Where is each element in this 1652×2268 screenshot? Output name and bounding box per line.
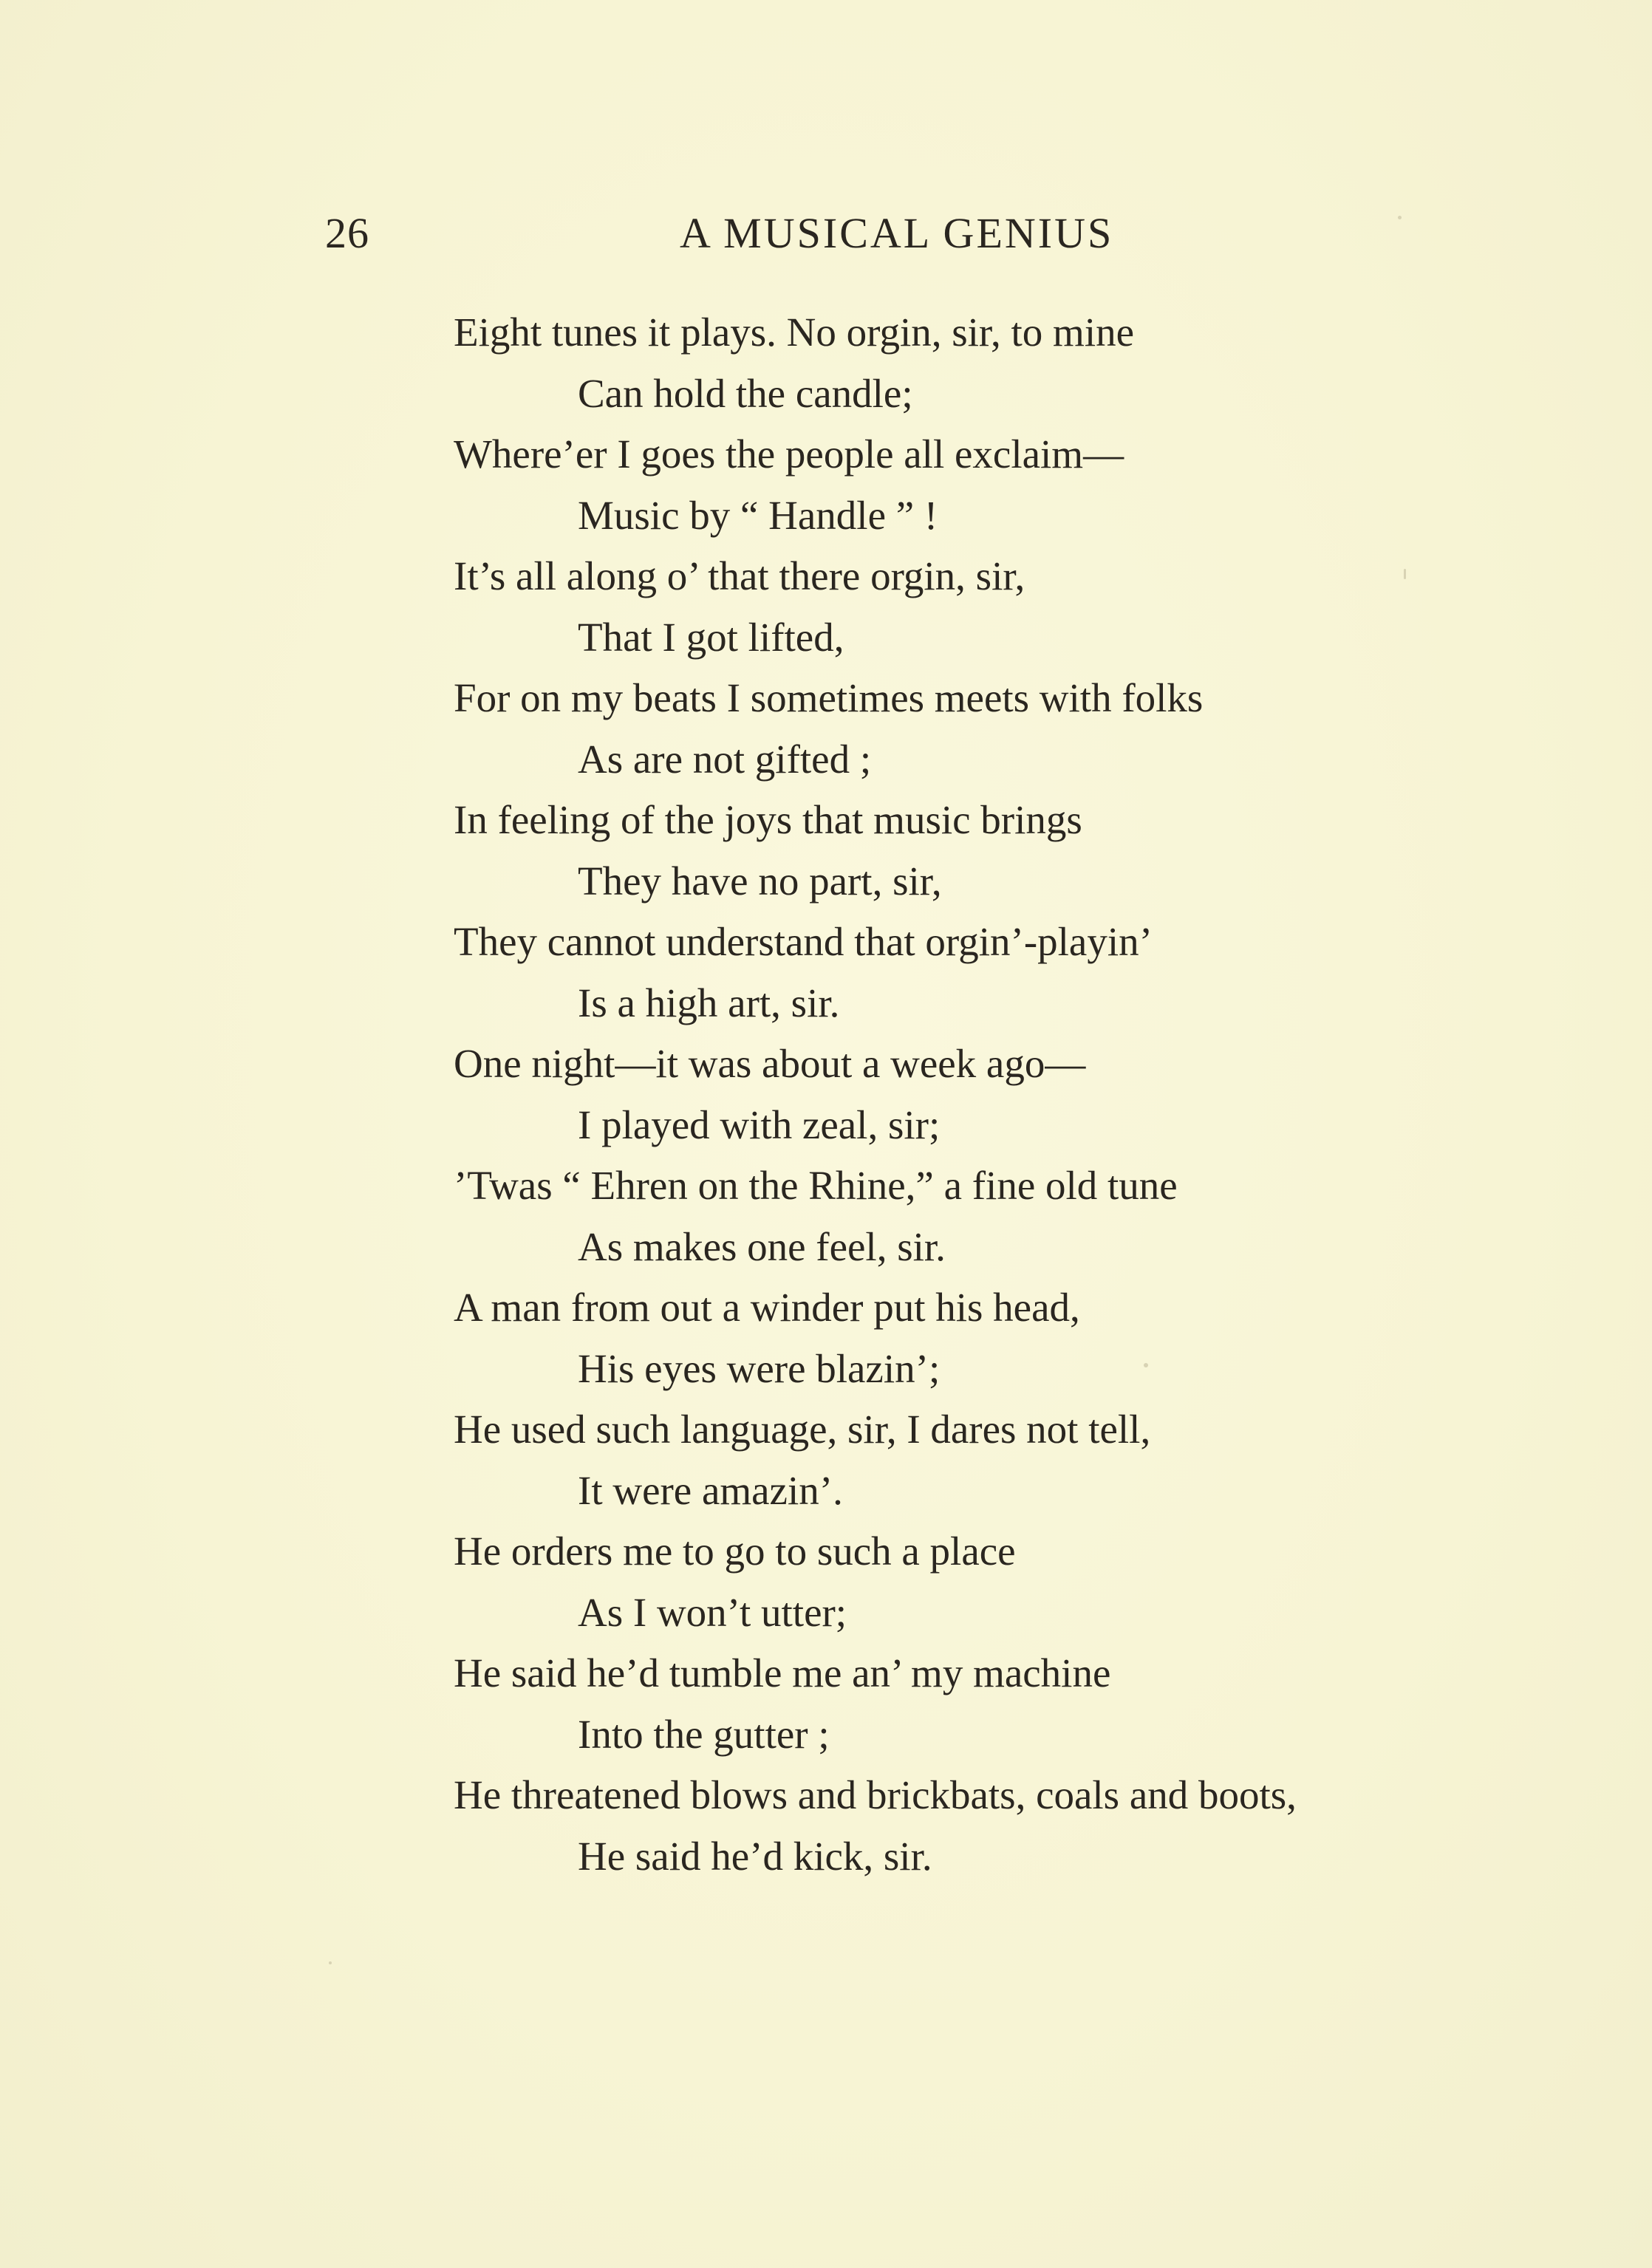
poem-line: As makes one feel, sir. (578, 1223, 946, 1269)
poem-line: Music by “ Handle ” ! (578, 492, 938, 538)
poem-line: One night—it was about a week ago— (454, 1041, 1086, 1086)
paper-speck (1144, 1363, 1148, 1367)
poem-line: For on my beats I sometimes meets with folks (454, 675, 1204, 720)
paper-speck (1404, 569, 1406, 579)
poem-line: Into the gutter ; (578, 1711, 830, 1757)
poem-line: They have no part, sir, (578, 858, 942, 904)
poem-line: As are not gifted ; (578, 736, 872, 782)
poem-line: He said he’d tumble me an’ my machine (454, 1650, 1111, 1695)
poem-line: Where’er I goes the people all exclaim— (454, 431, 1124, 477)
page-number: 26 (325, 209, 369, 257)
running-title: A MUSICAL GENIUS (680, 209, 1114, 257)
poem-line: They cannot understand that orgin’-playin’ (454, 919, 1153, 964)
poem-line: He orders me to go to such a place (454, 1528, 1016, 1574)
poem-line: He threatened blows and brickbats, coals and boots, (454, 1772, 1297, 1817)
poem-line: Eight tunes it plays. No orgin, sir, to mine (454, 310, 1135, 355)
poem-line: His eyes were blazin’; (578, 1345, 941, 1391)
poem-line: It were amazin’. (578, 1467, 843, 1513)
poem-line: Is a high art, sir. (578, 980, 840, 1025)
poem-line: ’Twas “ Ehren on the Rhine,” a fine old tune (454, 1163, 1178, 1208)
poem-line: He said he’d kick, sir. (578, 1833, 932, 1879)
poem-line: Can hold the candle; (578, 370, 913, 416)
poem-body (454, 302, 1636, 1887)
poem-line: That I got lifted, (578, 614, 844, 660)
poem-line: In feeling of the joys that music brings (454, 797, 1082, 842)
poem-line: I played with zeal, sir; (578, 1101, 941, 1147)
poem-line: It’s all along o’ that there orgin, sir, (454, 553, 1025, 598)
paper-speck (329, 1961, 332, 1964)
page-header (0, 204, 1652, 263)
poem-line: A man from out a winder put his head, (454, 1285, 1080, 1330)
paper-speck (1398, 216, 1402, 219)
poem-line: As I won’t utter; (578, 1589, 847, 1635)
poem-line: He used such language, sir, I dares not tell, (454, 1407, 1151, 1452)
